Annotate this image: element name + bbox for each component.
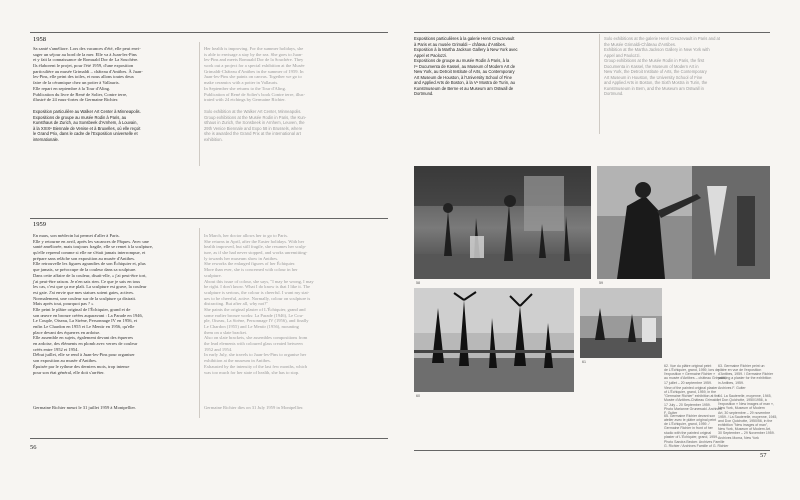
text-line: Elle assemble en sujets, également devant des équerres — [33, 335, 133, 341]
text-line: Dans cette affaire de la couleur, disait-elle, « j'ai peut-être tort, — [33, 272, 147, 278]
text-line: In early July, she travels to Juan-les-Pins to organise her — [204, 352, 307, 358]
text-line: G. Richier / Archives Famille of G. Richier — [664, 444, 729, 449]
caption-62-fr — [664, 364, 726, 385]
text-line: Germaine Richier in front of her — [664, 426, 713, 431]
caption-64-fr — [718, 394, 778, 436]
text-en-1959 — [204, 233, 374, 375]
text-line: studio with the painted original — [664, 430, 712, 435]
text-line: 1952 and 1954. — [204, 346, 233, 352]
text-line: j'ai peut-être raison. Je n'en sais rien. Ce que je sais en tous — [33, 278, 141, 284]
text-line: sager un séjour au bord de la mer. Elle va à Juan-les-Pins — [33, 51, 137, 57]
caption-63-credit — [718, 386, 772, 390]
figure-number-59: 59 — [599, 281, 603, 285]
column-divider-1959 — [199, 228, 200, 418]
text-line: son œuvre en bronze créées auparavant : La Parade en 1946, — [33, 312, 143, 318]
text-line: health improved, but still fragile, she resumes her sculp- — [204, 244, 307, 250]
text-line: de L'Échiquier, grand, 1959. / — [664, 422, 710, 427]
text-line: Art, 30 septembre – 29 novembre — [718, 410, 771, 415]
page-number-left: 56 — [30, 444, 37, 451]
figure-number-61: 61 — [582, 360, 586, 364]
exhibitions-en-1958 — [204, 109, 374, 142]
text-line: les cas, c'est que ça me plaît. La sculpture est grave, la couleur — [33, 284, 147, 290]
text-line: Group exhibitions at the Musée Rodin in Paris, the Kun- — [204, 114, 307, 120]
text-line: In March, her doctor allows her to go to Paris. — [204, 233, 288, 238]
caption-65-fr — [664, 414, 718, 439]
text-line: place devant des équerres en ardoise. — [33, 329, 101, 335]
caption-63-fr — [718, 364, 772, 385]
text-line: les-Pins and meets Romuald Dor de la Souchère. They — [204, 57, 304, 63]
text-line: sthaus in Zurich, the Sonsbeek in Arnhem, Leuven, the — [204, 120, 305, 125]
text-line: Appel and Paolozzi. — [604, 52, 641, 58]
text-line: Publication of René de Solier's book Contre terre, illus- — [204, 91, 305, 97]
text-line: 63. Germaine Richier peint un — [718, 364, 765, 368]
text-line: internationale. — [33, 136, 60, 142]
text-line: Exposition particulière au Walker Art Center à Minneapolis. — [33, 109, 141, 114]
text-fr-1958 — [33, 46, 193, 103]
text-line: Expositions de groupe au musée Rodin à Paris, à la — [414, 58, 510, 63]
text-line: of L'Échiquier, grand, 1959, in the — [664, 390, 717, 395]
caption-64-credit — [718, 436, 772, 440]
text-line: Iʳᵉ Documenta de Kassel, au Museum of Modern Art de — [414, 63, 516, 69]
text-line: is able to envisage a stay by the sea. She goes to Juan- — [204, 51, 303, 57]
footer-rule-right — [414, 450, 770, 451]
text-line: Musée d'Antibes-Château Grimaldi, — [664, 398, 720, 403]
text-line: be right. I don't know. What I do know is that I like it. The — [204, 284, 311, 290]
text-line: de L'Échiquier, grand, 1959, lors de — [664, 368, 719, 373]
photo-outdoor-sculptures — [414, 288, 574, 392]
text-line: Mais après tout, pourquoi pas ? » — [33, 301, 94, 307]
text-line: 64. La Sauterelle, moyenne, 1945, — [718, 394, 772, 398]
text-line: F. Guiter — [664, 411, 678, 416]
text-line: Elle repart en septembre à la Tour d'Aling. — [33, 85, 111, 91]
text-line: à Paris et au musée Grimaldi – château d'Antibes. — [414, 41, 506, 47]
text-line: Expositions de groupe au musée Rodin à Paris, au — [33, 114, 127, 120]
text-line: que jamais, se préoccupe de la couleur dans sa sculpture. — [33, 267, 137, 273]
text-line: l'exposition « New images of man », — [718, 402, 774, 407]
text-line: est gaie. J'ai envie que mes statues soient gaies, actives. — [33, 289, 135, 295]
text-line: 1959. / La Sauterelle, moyenne, 1945, — [718, 414, 778, 419]
text-line: Elle y retourne en avril, après les vacances de Pâques. Avec une — [33, 238, 149, 244]
text-line: Grimaldi-Château d'Antibes in the summer of 1959. In — [204, 68, 304, 74]
text-line: Sa santé s'améliore. Lors des vacances d'été, elle peut envi- — [33, 46, 141, 51]
text-line: l'exposition « Germaine Richier » — [664, 372, 716, 377]
text-line: Le Chardon (1955) and Le Mentir (1956), mounting — [204, 324, 299, 329]
column-divider-1958 — [199, 42, 200, 166]
text-line: et y fait la connaissance de Romuald Dor de La Souchère. — [33, 57, 139, 63]
text-line: distracting. But after all, why not?" — [204, 301, 269, 307]
text-line: qu'elle reprend comme si elle ne s'était jamais interrompue, et — [33, 250, 146, 256]
text-line: She paints the original plaster of L'Échiquier, grand and — [204, 306, 306, 312]
text-line: faire de la céramique chez un potier à Vallauris. — [33, 80, 120, 86]
text-line: et Don Quichotte, 1950/1956, à — [718, 398, 767, 403]
text-line: plâtre en vue de l'exposition — [718, 368, 762, 373]
text-line: Also on slate brackets, she assembles compositions from — [204, 335, 308, 341]
text-line: sculpture is serious, the colour is cheerful. I want my stat- — [204, 289, 310, 295]
text-line: them on a slate bracket. — [204, 329, 248, 335]
text-line: trated with 24 etchings by Germaine Richier. — [204, 97, 286, 103]
text-line: illustré de 24 eaux-fortes de Germaine Richier. — [33, 97, 119, 103]
text-line: exhibition "New images of man", — [718, 423, 769, 428]
text-line: View of the painted original plaster — [664, 386, 718, 390]
text-line: Photo Marianne Grunewald. Archives — [664, 407, 722, 411]
year-heading-1958: 1958 — [33, 36, 46, 43]
text-line: en ardoise, des éléments en plomb avec verres de couleur — [33, 341, 138, 347]
text-line: the Musée Grimaldi-Château d'Antibes. — [604, 41, 677, 47]
text-line: make ceramics with a potter in Vallauris. — [204, 80, 279, 86]
text-line: More than ever, she is concerned with colour in her — [204, 267, 298, 273]
text-line: Art Museum in Houston, the University School of Fine — [604, 74, 703, 80]
figure-number-58: 58 — [416, 281, 420, 285]
text-line: 17 July – 20 September 1959. — [664, 402, 711, 407]
text-line: and Applied Arts de Boston, à la Vᵉ Mostra de Turin, au — [414, 80, 515, 85]
text-line: Expositions particulières à la galerie Henri Creuzevault — [414, 36, 515, 41]
caption-65-credit — [664, 440, 729, 449]
text-line: "Germaine Richier" exhibition at the — [664, 394, 720, 399]
text-line: 30 September – 29 November 1959. — [718, 431, 775, 436]
text-line: some earlier bronze works: La Parade (1946), Le Cou- — [204, 312, 304, 318]
text-line: New York, au Detroit Institute of Arts, au Contemporary — [414, 69, 515, 74]
text-line: Juan-les-Pins she paints on canvas. Together we go to — [204, 74, 302, 80]
text-line: enfin Le Chardon en 1955 et Le Mentir en 1956, qu'elle — [33, 324, 135, 329]
page-number-right: 57 — [760, 452, 767, 459]
photo-artist-painting — [597, 166, 770, 279]
section-rule-1959 — [30, 218, 388, 219]
text-line: Elle retrouvelle les figures agrandies de son Échiquier et, plus — [33, 261, 146, 267]
text-line: In September she returns to the Tour d'Aling. — [204, 85, 286, 91]
footer-rule-left — [30, 438, 388, 439]
text-fr-1959 — [33, 233, 195, 375]
text-line: She returns in April, after the Easter holidays. With her — [204, 238, 305, 244]
text-line: au musée d'Antibes – château Grimaldi, — [664, 376, 726, 381]
text-line: Exhibition at the Martha Jackson Gallery in New York with — [604, 47, 710, 52]
text-line: work out a project for a special exhibition at the Musée — [204, 63, 305, 69]
text-line: ly towards her museum show in Antibes. — [204, 255, 279, 261]
text-line: à la XXIXᵉ Biennale de Venise et à Bruxelles, où elle reçoit — [33, 125, 141, 131]
text-line: Exhausted by the intensity of the last few months, which — [204, 363, 308, 369]
text-line: santé améliorée, mais toujours fragile, elle se remet à la sculpture, — [33, 244, 154, 250]
text-line: particulière au musée Grimaldi – château d'Antibes. À Juan- — [33, 68, 143, 74]
text-line: Appel et Paolozzi. — [414, 52, 448, 58]
text-line: Group exhibitions at the Musée Rodin in Paris, the first — [604, 58, 705, 63]
text-line: pour son état général, elle doit s'arrêter. — [33, 369, 105, 375]
text-line: Dortmund. — [604, 91, 624, 96]
text-line: exhibition at the museum in Antibes. — [204, 358, 271, 364]
text-line: New York, the Detroit Institute of Arts, the Contemporary — [604, 69, 707, 74]
text-line: Art Museum de Houston, à l'University School of Fine — [414, 74, 512, 80]
section-rule-1958 — [30, 32, 388, 33]
text-line: créés entre 1952 et 1954. — [33, 346, 79, 352]
text-line: ture, as if she had never stopped, and works unremitting- — [204, 250, 308, 256]
text-line: d'Antibes, 1959. / Germaine Richier — [718, 372, 774, 377]
text-line: She reworks the enlarged figures of her Échiquier. — [204, 261, 296, 267]
text-line: 29th Venice Biennale and Expo 58 in Brussels, where — [204, 125, 303, 131]
text-line: Normalement, une couleur sur de la sculpture ça distrait. — [33, 295, 137, 301]
text-line: Photo Sandra Becker. Archives Famille — [664, 440, 725, 444]
text-line: Le Couple, Oiseau, La Sirène, Personnage IV en 1956, et — [33, 318, 138, 324]
text-line: Kunsthaus de Zurich, au Sonsbeek d'Arnhem, à Louvain, — [33, 120, 138, 125]
year-heading-1959: 1959 — [33, 221, 46, 228]
photo-exhibition-room — [580, 288, 662, 358]
text-line: painting a plaster for the exhibition — [718, 376, 772, 381]
figure-number-60: 60 — [416, 394, 420, 398]
text-line: About this issue of colour, she says, "I may be wrong, I may — [204, 278, 314, 284]
text-line: Ils élaborent le projet, pour l'été 1959, d'une exposition — [33, 63, 134, 69]
text-line: Publication du livre de René de Solier, Contre terre, — [33, 91, 128, 97]
text-line: sculpture. — [204, 272, 222, 278]
text-line: New York, Museum of Modern — [718, 406, 765, 411]
exhibitions-fr-1959 — [414, 36, 594, 97]
text-line: le Grand Prix, dans le cadre de l'Exposition universelle et — [33, 131, 138, 136]
text-line: and Don Quichotte, 1950/56, in the — [718, 418, 773, 423]
text-line: son exposition au musée d'Antibes. — [33, 358, 98, 364]
photo-museum-sculptures — [414, 166, 591, 279]
text-line: Elle peint le plâtre original de l'Échiquier, grand et de — [33, 306, 131, 312]
caption-62-en — [664, 386, 720, 407]
text-en-1958 — [204, 46, 374, 103]
text-line: Début juillet, elle se rend à Juan-les-Pins pour organiser — [33, 352, 135, 358]
text-line: exhibition. — [204, 136, 223, 142]
death-note-fr: Germaine Richier meurt le 31 juillet 1959 à Montpellier. — [33, 405, 136, 410]
death-note-en: Germaine Richier dies on 31 July 1959 in Montpellier. — [204, 405, 304, 410]
text-line: les-Pins, elle peint des toiles, et nous allons toutes deux — [33, 74, 134, 80]
text-line: ues to be cheerful, active. Normally, colour on sculpture is — [204, 295, 311, 301]
exhibitions-fr-1958 — [33, 109, 193, 142]
text-line: Kunstmuseum de Berne et au Museum am Ostwall de — [414, 85, 514, 91]
text-line: Her health is improving. For the summer holidays, she — [204, 46, 304, 51]
section-rule-right — [414, 32, 770, 33]
text-line: Kunstmuseum in Bern, and the Museum am Ostwall in — [604, 85, 704, 91]
text-line: New York, Museum of Modern Art, — [718, 427, 772, 432]
column-divider-right — [599, 34, 600, 134]
text-line: Solo exhibitions at the galerie Henri Creuzevault in Paris and at — [604, 36, 721, 41]
text-line: Archives Moma, New York — [718, 436, 759, 440]
text-line: and Applied Arts in Boston, the Sixth Mostra in Turin, the — [604, 80, 708, 85]
text-line: was too much for her state of health, she has to stop. — [204, 369, 300, 375]
text-line: Archives F. Guiter — [718, 386, 746, 390]
text-line: ple, Oiseau, La Sirène, Personnage IV (1956), and finally — [204, 318, 309, 324]
text-line: the lead elements with coloured glass created between — [204, 341, 303, 347]
text-line: Documenta in Kassel, the Museum of Modern Art in — [604, 63, 699, 69]
text-line: prépare sans relâche son exposition au musée d'Antibes. — [33, 255, 136, 261]
text-line: atelier avec le plâtre original peint — [664, 418, 717, 423]
exhibitions-en-1959 — [604, 36, 774, 97]
text-line: 65. Germaine Richier devant son — [664, 414, 716, 418]
text-line: 62. Vue du plâtre original peint — [664, 364, 712, 368]
text-line: Solo exhibition at the Walker Art Center, Minneapolis. — [204, 109, 302, 114]
text-line: plaster of L'Échiquier, grand, 1959. — [664, 434, 718, 439]
text-line: Dortmund. — [414, 91, 434, 96]
text-line: 17 juillet – 20 septembre 1959. — [664, 380, 712, 385]
text-line: Exposition à la Martha Jackson Gallery à New York avec — [414, 47, 518, 52]
text-line: she is awarded the Grand Prix at the international art — [204, 131, 301, 136]
text-line: Épuisée par le rythme des derniers mois, trop intense — [33, 363, 130, 369]
text-line: in Antibes, 1959. — [718, 380, 744, 385]
text-line: En mars, son médecin lui permet d'aller à Paris. — [33, 233, 120, 238]
